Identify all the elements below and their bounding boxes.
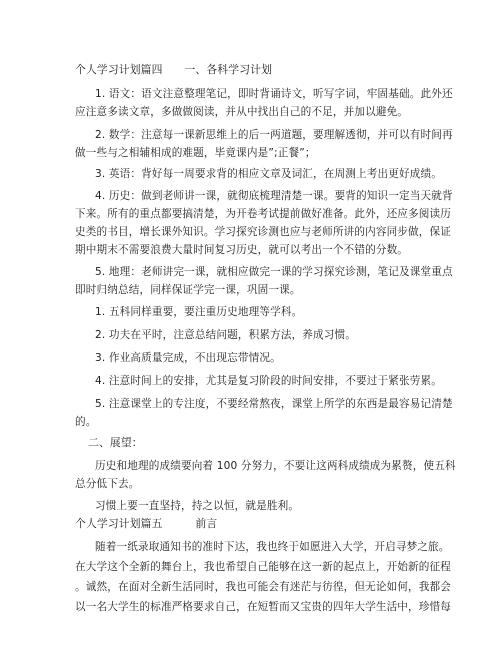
paragraph-line: 习惯上要一直坚持，持之以恒，就是胜利。 [95,500,300,512]
section-heading: 个人学习计划篇四 一、各科学习计划 [75,63,273,76]
list-item: 2. 功夫在平时，注意总结问题，积累方法，养成习惯。 [95,329,357,341]
paragraph-line: 下来。所有的重点都要搞清楚，为开卷考试提前做好准备。此外，还应多阅读历 [75,208,452,220]
list-item: 3. 作业高质量完成，不出现忘带情况。 [95,352,281,364]
list-item: 1. 五科同样重要，要注重历史地理等学科。 [95,306,303,318]
paragraph-line: 即时归纳总结，同样保证学完一课，巩固一课。 [75,284,301,296]
paragraph-line: 做一些与之相辅相成的难题，毕竟课内是”;正餐”； [75,147,316,159]
list-item-continuation: 的。 [75,416,97,428]
paragraph-line: 1. 语文：语文注意整理笔记，即时背诵诗文，听写字词，牢固基础。此外还 [95,88,453,100]
paragraph-line: 随着一纸录取通知书的准时下达，我也终于如愿进入大学，开启寻梦之旅。 [95,541,450,553]
paragraph-line: 期中期末不需要浪费大量时间复习历史，就可以考出一个不错的分数。 [75,244,409,256]
paragraph-line: 应注意多读文章，多做做阅读，并从中找出自己的不足，并加以避免。 [75,106,409,118]
paragraph-line: 总分低下去。 [75,478,140,490]
section-heading: 个人学习计划篇五 前言 [75,517,218,530]
paragraph-line: 。诚然，在面对全新生活同时，我也可能会有迷茫与彷徨，但无论如何，我都会 [75,581,452,593]
paragraph-line: 2. 数学：注意每一课新思维上的后一两道题，要理解透彻，并可以有时间再 [95,129,453,141]
list-item: 5. 注意课堂上的专注度，不要经常熬夜，课堂上所学的东西是最容易记清楚 [95,398,453,410]
paragraph-line: 3. 英语：背好每一周要求背的相应文章及词汇，在周测上考出更好成绩。 [95,168,442,180]
paragraph-line: 5. 地理：老师讲完一课，就相应做完一课的学习探究诊测，笔记及课堂重点 [95,266,453,278]
paragraph-line: 历史和地理的成绩要向着 100 分努力，不要让这两科成绩成为累赘，使五科 [95,460,456,472]
paragraph-line: 史类的书目，增长课外知识。学习探究诊测也应与老师所讲的内容同步做，保证 [75,226,452,238]
paragraph-line: 在大学这个全新的舞台上，我也希望自己能够在这一新的起点上，开始新的征程 [75,561,452,573]
list-item: 4. 注意时间上的安排，尤其是复习阶段的时间安排，不要过于紧张劳累。 [95,375,442,387]
paragraph-line: 4. 历史：做到老师讲一课，就彻底梳理清楚一课。要背的知识一定当天就背 [95,190,453,202]
section-heading: 二、展望： [88,436,143,449]
paragraph-line: 以一名大学生的标准严格要求自己，在短暂而又宝贵的四年大学生活中，珍惜每 [75,601,452,613]
